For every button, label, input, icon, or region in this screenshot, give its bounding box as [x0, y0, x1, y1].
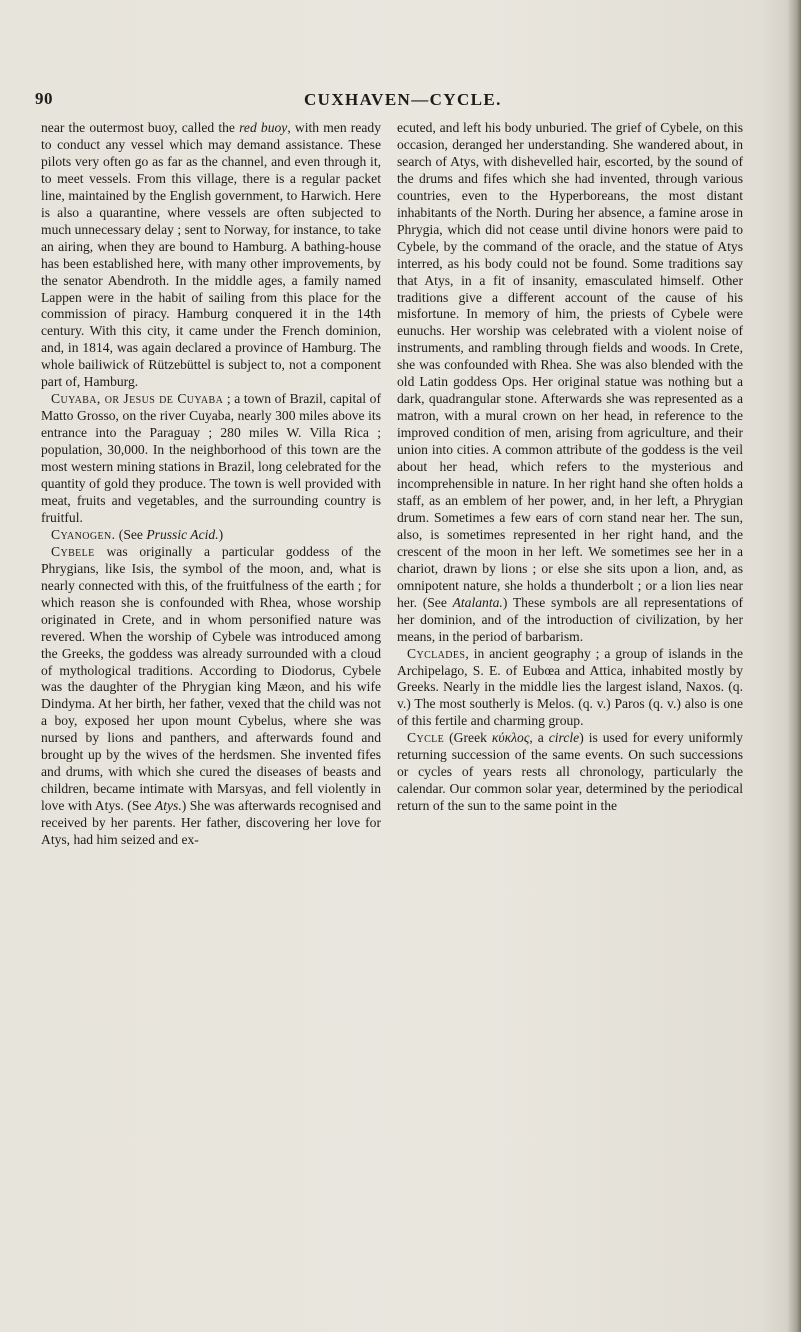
- cyanogen-cross-reference: Prussic Acid.: [146, 526, 219, 542]
- red-buoy-term: red buoy: [239, 120, 288, 135]
- left-column: [41, 120, 381, 849]
- headword-cyclades: Cyclades: [407, 645, 466, 661]
- atalanta-cross-reference: Atalanta.: [452, 594, 503, 610]
- cycle-text-2: , a: [529, 730, 549, 746]
- cybele-text-1: was originally a particular goddess of the Phrygians, like Isis, the symbol of the moon, and, what is nearly connected with this, of the fruitfulness of the earth ; for which reason she is confounded with Rhea, whose worship originated in Crete, and in whom personified nature was revered. When the worship of Cybele was introduced among the Greeks, the goddess was already surrounded with a cloud of mythological traditions. According to Diodorus, Cybele was the daughter of the Phrygian king Mæon, and his wife Dindyma. At her birth, her father, vexed that the child was not a boy, exposed her upon mount Cybelus, where she was nursed by lions and panthers, and afterwards found and brought up by the wives of the herdsmen. She invented fifes and drums, with which she cured the diseases of beasts and children, became intimate with Marsyas, and fell violently in love with Atys. (See: [41, 543, 381, 814]
- page-edge-shadow: [787, 0, 801, 1332]
- cybele-cont-text-2: ) These symbols are all representations of her dominion, and of the introduction of civilization, by her means, in the period of barbarism.: [397, 594, 743, 644]
- cybele-cont-text-1: ecuted, and left his body unburied. The grief of Cybele, on this occasion, deranged her understanding. She wandered about, in search of Atys, with dishevelled hair, escorted, by the sound of the drums and fifes which she had invented, through various countries, even to the Hyperboreans, the most distant inhabitants of the North. During her absence, a famine arose in Phrygia, which did not cease until divine honors were paid to Cybele, by the command of the oracle, and the statue of Atys interred, as his body could not be found. Some traditions say that Atys, in a fit of insanity, emasculated himself. Other traditions give a different account of the cause of his misfortune. In memory of him, the priests of Cybele were eunuchs. Her worship was celebrated with a violent noise of instruments, and rambling through fields and woods. In Crete, she was confounded with Rhea. She was also blended with the old Latin goddess Ops. Her original statue was nothing but a dark, quadrangular stone. Afterwards she was represented as a matron, with a mural crown on her head, in reference to the improved condition of men, arising from agriculture, and their union into cities. A common attribute of the goddess is the veil about her head, which refers to the mysterious and incomprehensible in nature. In her right hand she often holds a staff, as an emblem of her power, and, in her left, a Phrygian drum. Sometimes a few ears of corn stand near her. The sun, also, is sometimes represented in her right hand, and the crescent of the moon in her left. We sometimes see her in a chariot, drawn by lions ; or else she sits upon a lion, and, as omnipotent nature, she holds a thunderbolt ; or a lion lies near her. (See: [397, 120, 743, 610]
- running-head: CUXHAVEN—CYCLE.: [304, 90, 502, 109]
- cyclades-text: , in ancient geography ; a group of islands in the Archipelago, S. E. of Eubœa and Attica, inhabited mostly by Greeks. Nearly in the middle lies the largest island, Naxos. (q. v.) The most southerly is Melos. (q. v.) Paros (q. v.) also is one of this fertile and charming group.: [397, 645, 743, 729]
- entry-cyclades: [397, 646, 743, 731]
- cycle-text-3: ) is used for every uniformly returning succession of the same events. On such successions or cycles of years rests all chronology, particularly the calendar. Our common solar year, determined by the periodical return of the sun to the same point in the: [397, 730, 743, 814]
- entry-cycle: [397, 730, 743, 815]
- cyanogen-text-1: (See: [115, 526, 147, 542]
- cuyaba-text: ; a town of Brazil, capital of Matto Grosso, on the river Cuyaba, nearly 300 miles above its entrance into the Paraguay ; 280 miles W. Villa Rica ; population, 30,000. In the neighborhood of this town are the most western mining stations in Brazil, long celebrated for the quantity of gold they produce. The town is well provided with meat, fruits and vegetables, and the surrounding country is fruitful.: [41, 391, 381, 525]
- headword-cycle: Cycle: [407, 730, 445, 746]
- greek-word: κύκλος: [491, 730, 530, 746]
- cybele-text-2: ) She was afterwards recognised and received by her parents. Her father, discovering her love for Atys, had him seized and ex-: [41, 798, 381, 848]
- entry-cybele-continued: [397, 120, 743, 646]
- entry-cuxhaven-continued: [41, 120, 381, 391]
- cybele-cross-reference: Atys.: [154, 798, 182, 814]
- cuxhaven-text-1: near the outermost buoy, called the: [41, 120, 240, 135]
- entry-cybele: [41, 544, 381, 849]
- headword-cybele: Cybele: [51, 543, 95, 559]
- cuxhaven-text-2: , with men ready to conduct any vessel which may demand assistance. These pilots very often go as far as the channel, and even through it, to meet vessels. From this village, there is a regular packet line, maintained by the English government, to Harwich. Here is also a quarantine, where vessels are often subjected to much unnecessary delay ; sent to Norway, for instance, to take an airing, when they are bound to Hamburg. A bathing-house has been established here, with many other improvements, by the senator Abendroth. In the middle ages, a family named Lappen were in the habit of sailing from this place for the commission of piracy. Hamburg conquered it in the 14th century. With this city, it came under the French dominion, and, in 1814, was again declared a province of Hamburg. The whole bailiwick of Rützebüttel is subject to, not a component part of, Hamburg.: [41, 120, 381, 390]
- entry-cuyaba: [41, 391, 381, 527]
- headword-cuyaba: Cuyaba, or Jesus de Cuyaba: [51, 391, 224, 407]
- right-column: [397, 120, 743, 815]
- circle-gloss: circle: [548, 730, 580, 746]
- entry-cyanogen: [41, 527, 381, 544]
- cycle-text-1: (Greek: [444, 730, 492, 746]
- page-number: 90: [35, 89, 53, 108]
- headword-cyanogen: Cyanogen.: [51, 526, 116, 542]
- cyanogen-text-2: ): [218, 526, 224, 542]
